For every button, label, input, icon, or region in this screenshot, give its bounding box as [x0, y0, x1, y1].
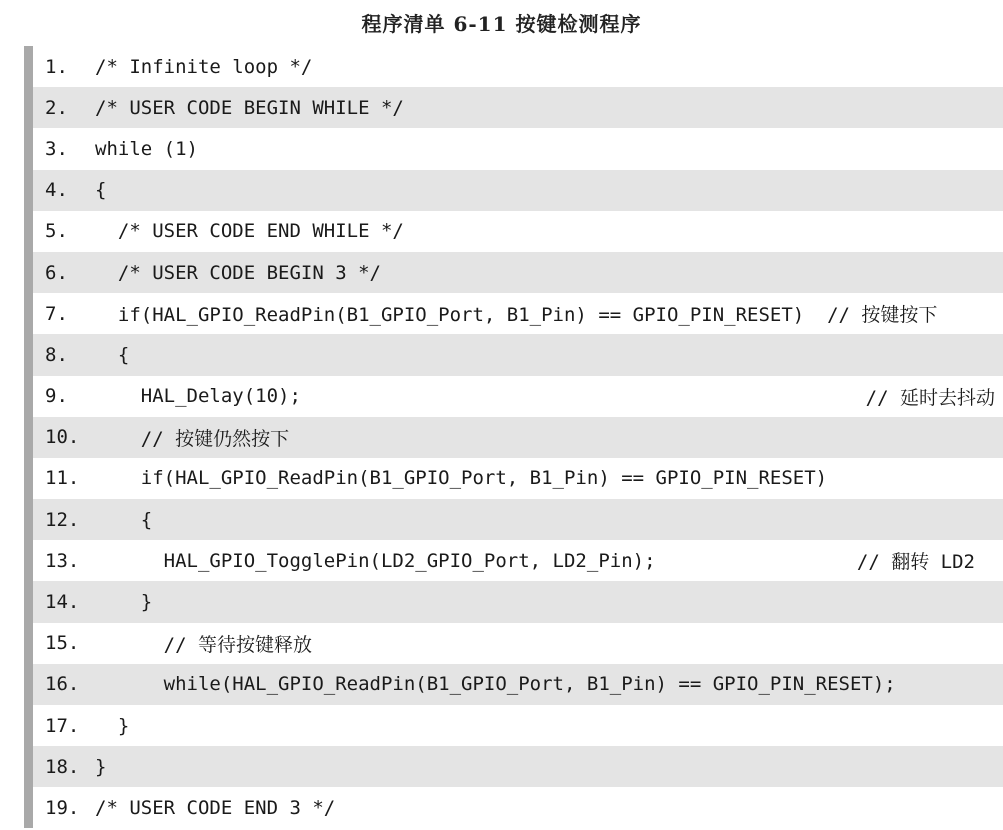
code-line: [33, 499, 1003, 540]
code-line: [33, 211, 1003, 252]
line-number: 17.: [45, 714, 80, 737]
code-line: [33, 746, 1003, 787]
code-line: [33, 46, 1003, 87]
code-text: /* Infinite loop */: [95, 55, 313, 78]
code-line: [33, 128, 1003, 169]
code-line: [33, 581, 1003, 622]
code-text: }: [95, 714, 130, 737]
line-number: 13.: [45, 549, 80, 572]
code-text: /* USER CODE END 3 */: [95, 796, 336, 819]
code-text: {: [95, 508, 153, 531]
line-number: 2.: [45, 96, 68, 119]
line-number: 18.: [45, 755, 80, 778]
code-line: [33, 623, 1003, 664]
code-line: [33, 293, 1003, 334]
code-line: [33, 170, 1003, 211]
code-line: [33, 458, 1003, 499]
code-line: [33, 87, 1003, 128]
code-line: [33, 540, 1003, 581]
code-text: {: [95, 179, 107, 202]
code-comment: // 延时去抖动: [865, 386, 995, 409]
code-text: /* USER CODE BEGIN WHILE */: [95, 96, 404, 119]
code-line: [33, 376, 1003, 417]
line-number: 4.: [45, 179, 68, 202]
code-text: }: [95, 755, 107, 778]
line-number: 14.: [45, 591, 80, 614]
line-number: 7.: [45, 302, 68, 325]
line-number: 9.: [45, 385, 68, 408]
code-text: // 等待按键释放: [95, 633, 312, 656]
line-number: 10.: [45, 426, 80, 449]
code-text: // 按键仍然按下: [95, 427, 290, 450]
line-number: 8.: [45, 343, 68, 366]
code-text: /* USER CODE BEGIN 3 */: [95, 261, 381, 284]
code-line: [33, 334, 1003, 375]
line-number: 16.: [45, 673, 80, 696]
code-line: [33, 252, 1003, 293]
line-number: 1.: [45, 55, 68, 78]
code-text: /* USER CODE END WHILE */: [95, 220, 404, 243]
code-line: [33, 787, 1003, 828]
line-number: 19.: [45, 796, 80, 819]
code-text: while (1): [95, 137, 198, 160]
code-listing: [24, 46, 1003, 828]
line-number: 15.: [45, 632, 80, 655]
code-text: if(HAL_GPIO_ReadPin(B1_GPIO_Port, B1_Pin) == GPIO_PIN_RESET) // 按键按下: [95, 304, 938, 327]
code-text: HAL_Delay(10);: [95, 385, 301, 408]
line-number: 5.: [45, 220, 68, 243]
code-line: [33, 664, 1003, 705]
line-number: 11.: [45, 467, 80, 490]
code-text: if(HAL_GPIO_ReadPin(B1_GPIO_Port, B1_Pin) == GPIO_PIN_RESET): [95, 467, 828, 490]
code-line: [33, 417, 1003, 458]
listing-caption: 程序清单 6-11 按键检测程序: [361, 12, 642, 36]
code-comment: // 翻转 LD2: [856, 551, 975, 574]
line-number: 6.: [45, 261, 68, 284]
line-number: 3.: [45, 137, 68, 160]
code-text: {: [95, 343, 130, 366]
code-text: while(HAL_GPIO_ReadPin(B1_GPIO_Port, B1_Pin) == GPIO_PIN_RESET);: [95, 673, 896, 696]
line-number: 12.: [45, 508, 80, 531]
code-text: HAL_GPIO_TogglePin(LD2_GPIO_Port, LD2_Pin);: [95, 549, 656, 572]
code-line: [33, 705, 1003, 746]
code-text: }: [95, 591, 153, 614]
